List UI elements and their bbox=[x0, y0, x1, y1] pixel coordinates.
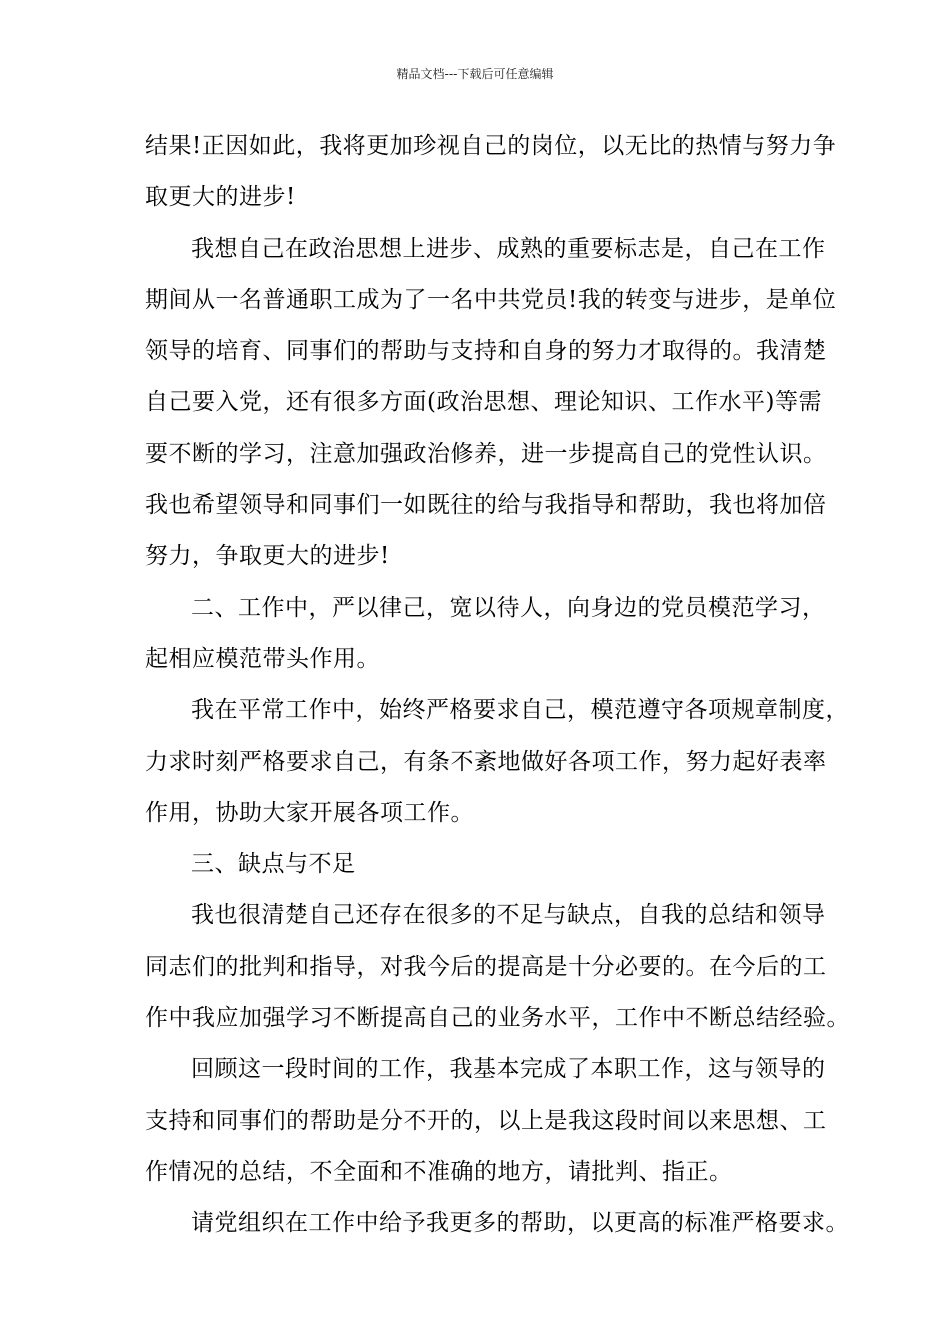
text-line: 起相应模范带头作用。 bbox=[145, 645, 380, 672]
text-line: 同志们的批判和指导，对我今后的提高是十分必要的。在今后的工 bbox=[145, 953, 827, 980]
text-line: 取更大的进步! bbox=[145, 184, 296, 211]
text-line: 我想自己在政治思想上进步、成熟的重要标志是，自己在工作 bbox=[191, 235, 826, 262]
text-line: 二、工作中，严以律己，宽以待人，向身边的党员模范学习， bbox=[191, 594, 826, 621]
text-line: 我也希望领导和同事们一如既往的给与我指导和帮助，我也将加倍 bbox=[145, 492, 827, 519]
text-line: 结果!正因如此，我将更加珍视自己的岗位，以无比的热情与努力争 bbox=[145, 133, 837, 159]
text-line: 作情况的总结，不全面和不准确的地方，请批判、指正。 bbox=[145, 1158, 733, 1185]
text-line: 回顾这一段时间的工作，我基本完成了本职工作，这与领导的 bbox=[191, 1056, 826, 1083]
page-header: 精品文档---下载后可任意编辑 bbox=[396, 67, 554, 81]
text-line: 支持和同事们的帮助是分不开的，以上是我这段时间以来思想、工 bbox=[145, 1107, 827, 1134]
text-line: 努力，争取更大的进步! bbox=[145, 543, 390, 570]
text-line: 期间从一名普通职工成为了一名中共党员!我的转变与进步，是单位 bbox=[145, 286, 837, 313]
text-line: 请党组织在工作中给予我更多的帮助，以更高的标准严格要求。 bbox=[191, 1210, 849, 1237]
document-body bbox=[145, 128, 850, 1257]
text-line: 要不断的学习，注意加强政治修养，进一步提高自己的党性认识。 bbox=[145, 440, 827, 467]
text-line: 我也很清楚自己还存在很多的不足与缺点，自我的总结和领导 bbox=[191, 902, 826, 929]
text-line: 领导的培育、同事们的帮助与支持和自身的努力才取得的。我清楚 bbox=[145, 338, 827, 365]
text-line: 我在平常工作中，始终严格要求自己，模范遵守各项规章制度， bbox=[191, 697, 849, 724]
text-line: 三、缺点与不足 bbox=[191, 851, 356, 878]
text-line: 自己要入党，还有很多方面(政治思想、理论知识、工作水平)等需 bbox=[145, 389, 822, 416]
text-line: 作中我应加强学习不断提高自己的业务水平，工作中不断总结经验。 bbox=[145, 1005, 850, 1032]
text-line: 作用，协助大家开展各项工作。 bbox=[145, 799, 474, 826]
text-line: 力求时刻严格要求自己，有条不紊地做好各项工作，努力起好表率 bbox=[145, 748, 827, 775]
